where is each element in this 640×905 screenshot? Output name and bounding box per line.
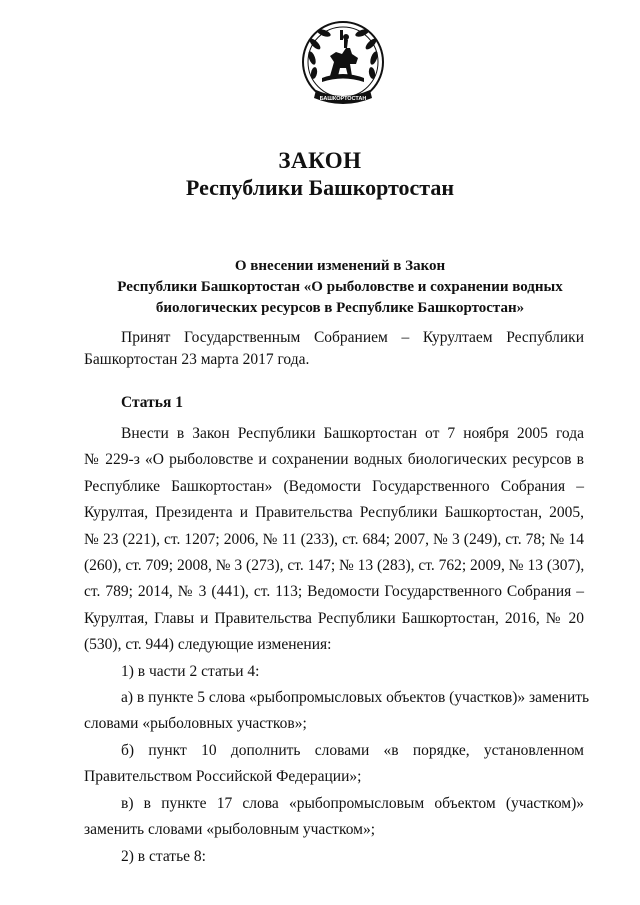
- body-line: словами «рыболовных участков»;: [84, 715, 307, 733]
- body-line: Курултая, Президента и Правительства Республики Башкортостан, 2005,: [84, 504, 584, 522]
- document-subtitle: Республики Башкортостан: [185, 175, 455, 200]
- body-line: Внести в Закон Республики Башкортостан от 7 ноября 2005 года: [121, 425, 584, 442]
- law-heading-line: Республики Башкортостан «О рыболовстве и сохранении водных: [117, 279, 563, 295]
- article-title: Статья 1: [121, 394, 183, 411]
- adoption-line: Принят Государственным Собранием – Курултаем Республики: [121, 329, 584, 346]
- list-item: б) пункт 10 дополнить словами «в порядке, установленном: [121, 741, 584, 759]
- law-heading-line: О внесении изменений в Закон: [234, 258, 446, 274]
- body-line: № 23 (221), ст. 1207; 2006, № 11 (233), ст. 684; 2007, № 3 (249), ст. 78; № 14: [84, 530, 584, 548]
- document-title: ЗАКОН: [278, 148, 362, 173]
- list-item: 2) в статье 8:: [121, 847, 206, 865]
- body-line: Курултая, Главы и Правительства Республики Башкортостан, 2016, № 20: [84, 609, 584, 627]
- body-line: ст. 789; 2014, № 3 (441), ст. 113; Ведомости Государственного Собрания –: [84, 583, 584, 601]
- body-line: заменить словами «рыболовным участком»;: [84, 821, 376, 839]
- list-item: а) в пункте 5 слова «рыбопромысловых объектов (участков)» заменить: [121, 689, 590, 707]
- body-line: Республике Башкортостан» (Ведомости Государственного Собрания –: [84, 477, 584, 495]
- adoption-statement: [84, 327, 584, 371]
- law-heading-line: биологических ресурсов в Республике Башкортостан»: [155, 300, 525, 316]
- body-line: (260), ст. 709; 2008, № 3 (273), ст. 147; № 13 (283), ст. 762; 2009, № 13 (307),: [84, 557, 585, 575]
- adoption-line: Башкортостан 23 марта 2017 года.: [84, 351, 310, 368]
- article-body: [84, 421, 590, 870]
- body-line: (530), ст. 944) следующие изменения:: [84, 636, 332, 654]
- body-line: № 229-з «О рыболовстве и сохранении водных биологических ресурсов в: [84, 451, 584, 469]
- law-heading: [60, 256, 620, 319]
- list-item: в) в пункте 17 слова «рыбопромысловым объектом (участком)»: [121, 794, 584, 812]
- svg-text:БАШКОРТОСТАН: БАШКОРТОСТАН: [319, 96, 367, 102]
- list-item: 1) в части 2 статьи 4:: [121, 662, 260, 680]
- bashkortostan-coat-of-arms-icon: [300, 18, 386, 114]
- body-line: Правительством Российской Федерации»;: [84, 768, 362, 786]
